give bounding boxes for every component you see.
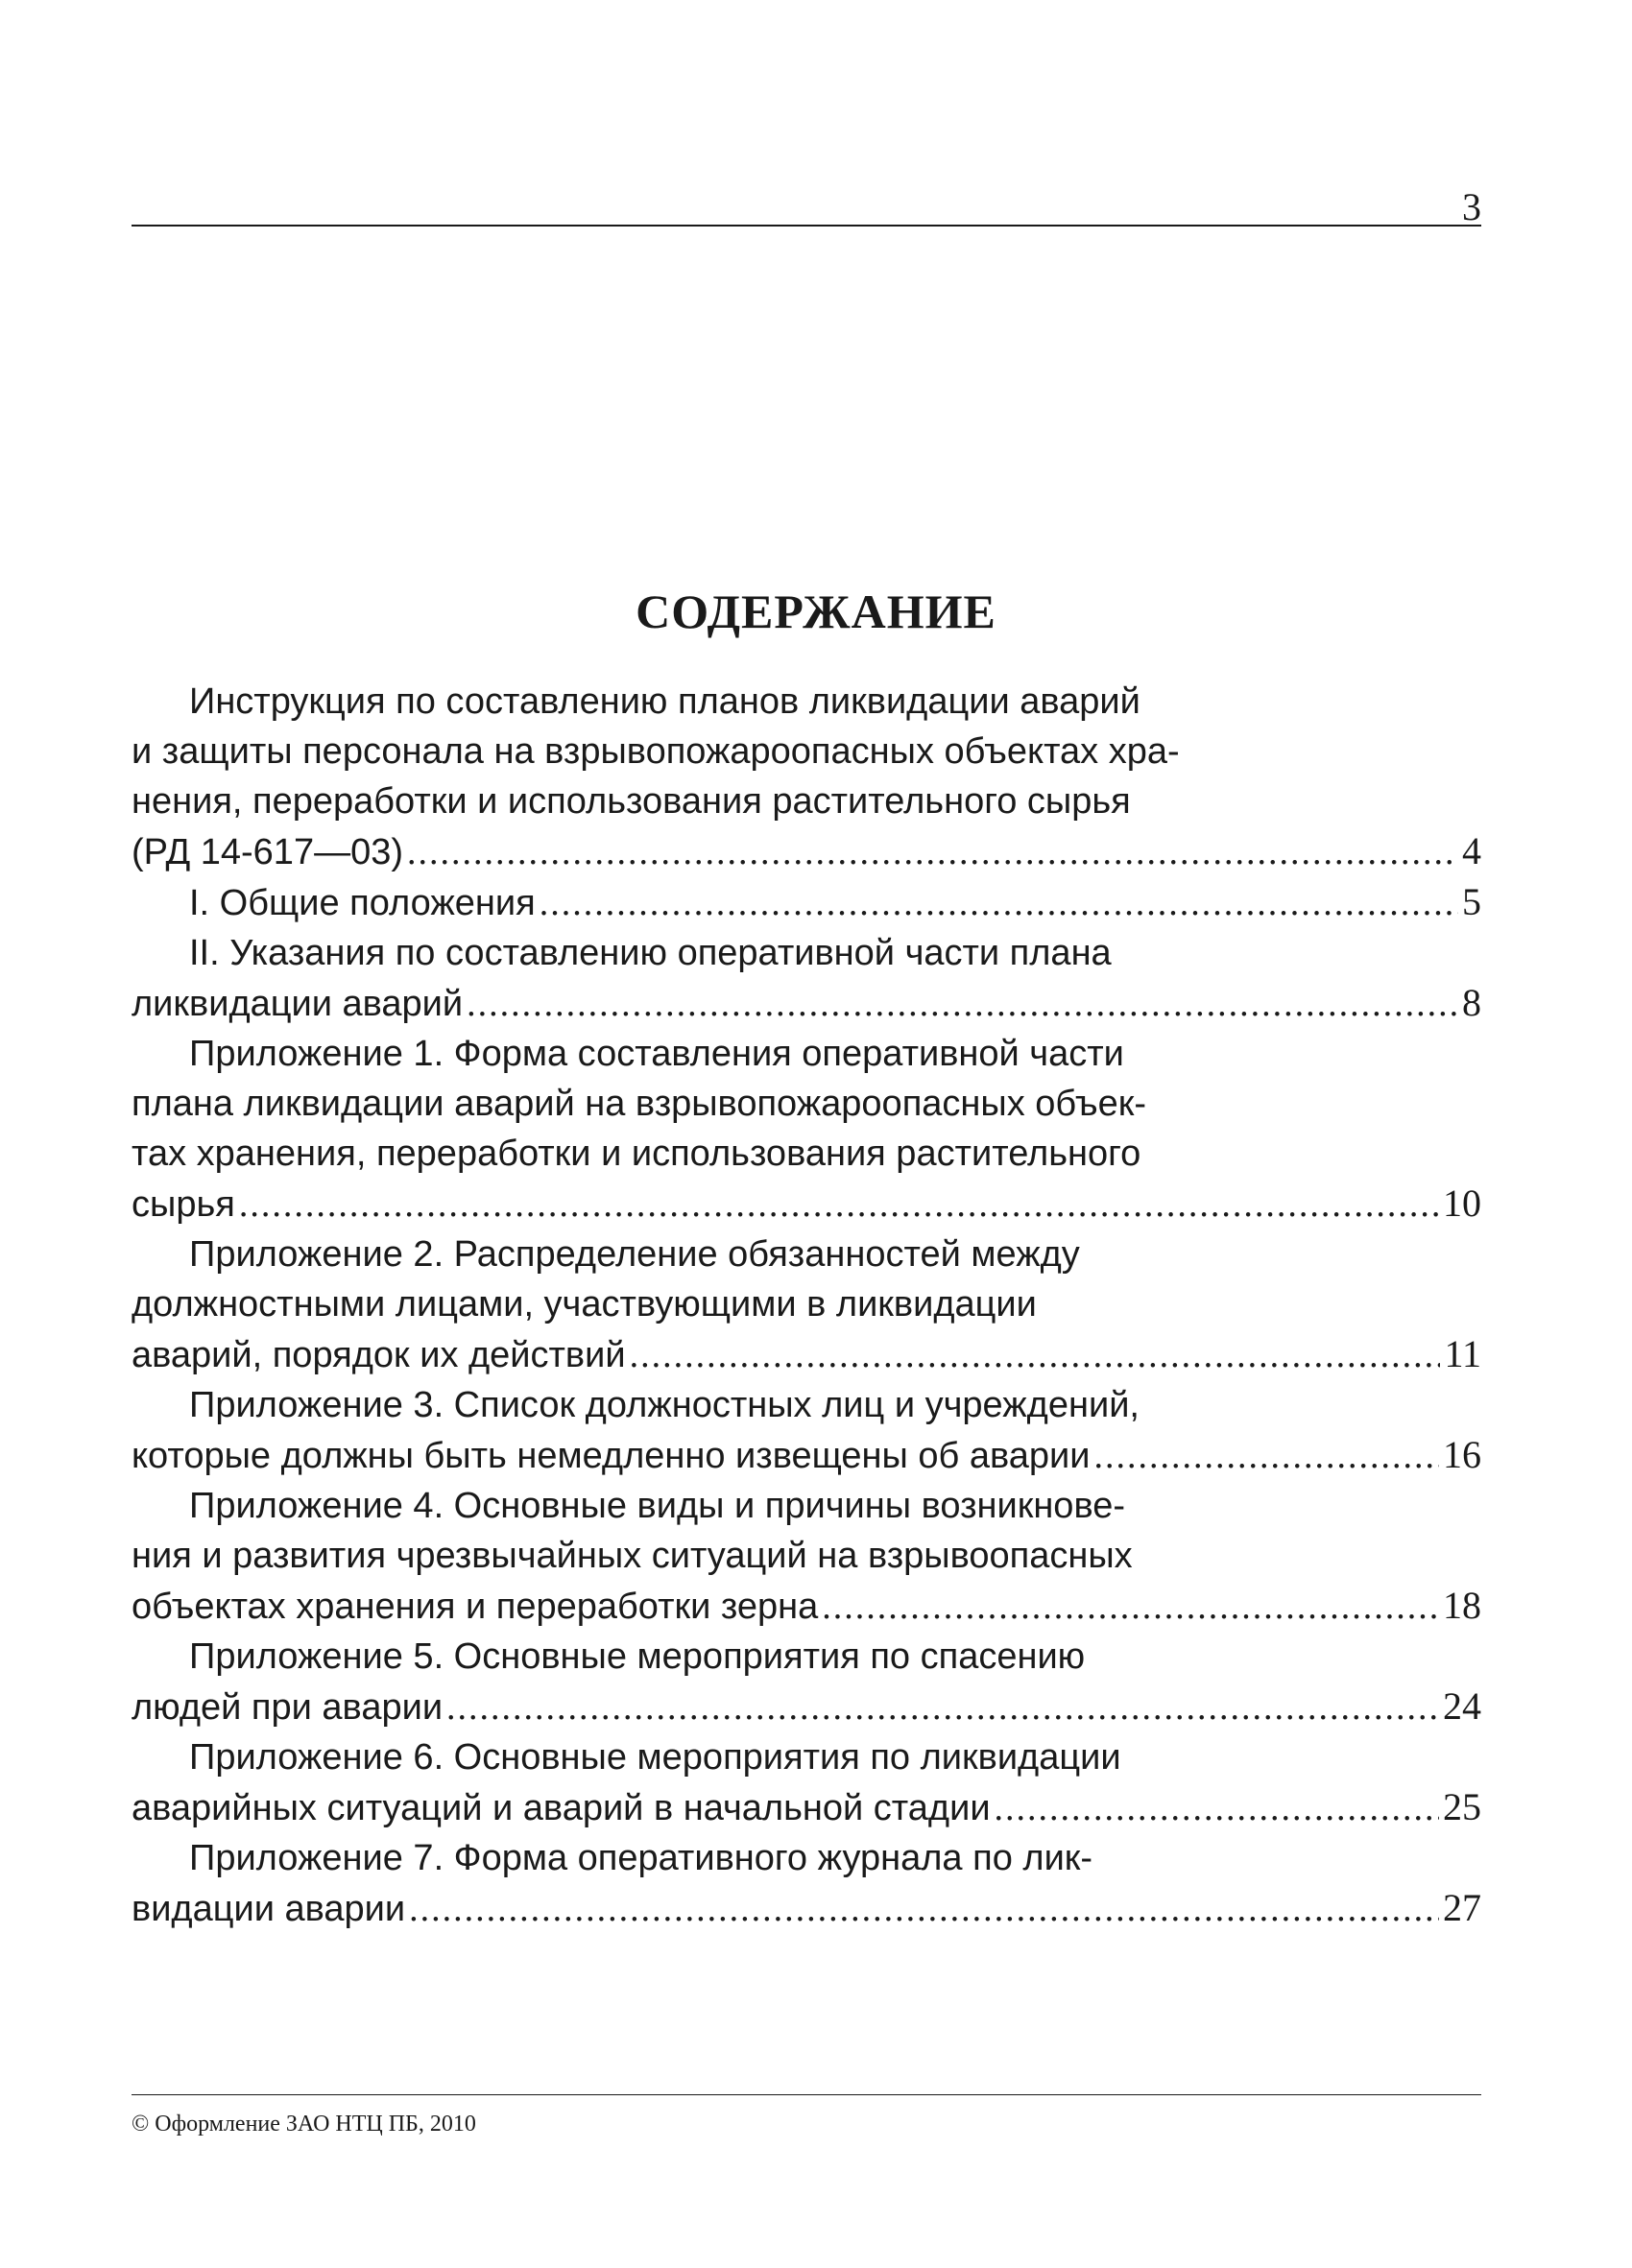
dot-leader (540, 878, 1458, 928)
dot-leader (467, 979, 1458, 1029)
toc-entry-text-line: Инструкция по составлению планов ликвидации аварий (189, 681, 1140, 722)
toc-entry-text-line: Приложение 1. Форма составления оперативной части (189, 1034, 1124, 1074)
toc-entry[interactable] (132, 1229, 1481, 1380)
toc-entry-text-line: II. Указания по составлению оперативной части плана (189, 933, 1112, 973)
toc-entry-text-line: ликвидации аварий (132, 984, 464, 1024)
toc-page-number: 8 (1462, 981, 1481, 1024)
toc-entry-last-line (132, 1782, 1481, 1833)
toc-entry[interactable] (132, 1833, 1481, 1934)
toc-entry-text-line: (РД 14-617—03) (132, 832, 403, 872)
toc-entry[interactable] (132, 1732, 1481, 1833)
table-of-contents (132, 677, 1481, 1934)
toc-entry-last-line (132, 1682, 1481, 1732)
toc-entry-text-line: которые должны быть немедленно извещены об аварии (132, 1436, 1091, 1476)
toc-entry[interactable] (132, 877, 1481, 928)
toc-page-number: 11 (1444, 1332, 1481, 1375)
toc-entry-text-line: и защиты персонала на взрывопожароопасных объектах хра- (132, 731, 1180, 772)
toc-entry[interactable] (132, 928, 1481, 1029)
toc-entry-last-line (132, 1329, 1481, 1380)
toc-entry-text-line: нения, переработки и использования растительного сырья (132, 781, 1131, 822)
toc-entry-text-line: Приложение 2. Распределение обязанностей между (189, 1234, 1080, 1275)
toc-page-number: 27 (1443, 1886, 1481, 1929)
footer-rule (132, 2094, 1481, 2095)
toc-entry[interactable] (132, 677, 1481, 877)
toc-entry-last-line (132, 1581, 1481, 1632)
header-rule (132, 225, 1481, 227)
dot-leader (630, 1330, 1441, 1380)
toc-page-number: 24 (1443, 1684, 1481, 1728)
toc-page-number: 5 (1462, 880, 1481, 923)
page-number: 3 (1462, 185, 1481, 228)
toc-entry-text-line: тах хранения, переработки и использования растительного (132, 1134, 1141, 1174)
toc-entry-last-line (132, 1883, 1481, 1934)
dot-leader (822, 1582, 1439, 1632)
dot-leader (409, 1884, 1439, 1934)
toc-entry-last-line (132, 978, 1481, 1029)
toc-entry-last-line (132, 1179, 1481, 1229)
toc-entry[interactable] (132, 1380, 1481, 1481)
toc-entry-text-line: ния и развития чрезвычайных ситуаций на взрывоопасных (132, 1536, 1133, 1576)
dot-leader (1093, 1431, 1439, 1481)
toc-entry-text-line: аварий, порядок их действий (132, 1335, 626, 1375)
toc-entry-text-line: сырья (132, 1184, 235, 1225)
dot-leader (239, 1180, 1439, 1229)
toc-entry-text-line: людей при аварии (132, 1687, 444, 1728)
toc-entry-text-line: должностными лицами, участвующими в ликвидации (132, 1284, 1037, 1325)
page-title: СОДЕРЖАНИЕ (636, 585, 996, 638)
toc-entry-last-line (132, 1430, 1481, 1481)
toc-entry[interactable] (132, 1481, 1481, 1632)
toc-entry-text-line: Приложение 4. Основные виды и причины возникнове- (189, 1486, 1125, 1526)
toc-entry-text-line: плана ликвидации аварий на взрывопожароопасных объек- (132, 1084, 1147, 1124)
toc-entry-text-line: видации аварии (132, 1889, 406, 1929)
toc-entry-last-line (132, 826, 1481, 877)
footer-copyright: © Оформление ЗАО НТЦ ПБ, 2010 (132, 2112, 476, 2137)
toc-page-number: 16 (1443, 1433, 1481, 1476)
toc-entry-text-line: I. Общие положения (189, 883, 536, 923)
toc-entry-text-line: Приложение 5. Основные мероприятия по спасению (189, 1636, 1086, 1677)
toc-entry-last-line (132, 877, 1481, 928)
toc-page-number: 18 (1443, 1584, 1481, 1627)
toc-entry[interactable] (132, 1029, 1481, 1229)
toc-page-number: 4 (1462, 829, 1481, 872)
dot-leader (446, 1683, 1439, 1732)
toc-entry-text-line: Приложение 6. Основные мероприятия по ликвидации (189, 1737, 1121, 1778)
dot-leader (995, 1783, 1439, 1833)
toc-entry-text-line: Приложение 7. Форма оперативного журнала по лик- (189, 1838, 1093, 1878)
toc-entry-text-line: аварийных ситуаций и аварий в начальной стадии (132, 1788, 991, 1828)
toc-page-number: 10 (1443, 1182, 1481, 1225)
toc-entry-text-line: объектах хранения и переработки зерна (132, 1587, 819, 1627)
toc-entry[interactable] (132, 1632, 1481, 1732)
toc-entry-text-line: Приложение 3. Список должностных лиц и учреждений, (189, 1385, 1140, 1425)
dot-leader (407, 827, 1458, 877)
toc-page-number: 25 (1443, 1785, 1481, 1828)
